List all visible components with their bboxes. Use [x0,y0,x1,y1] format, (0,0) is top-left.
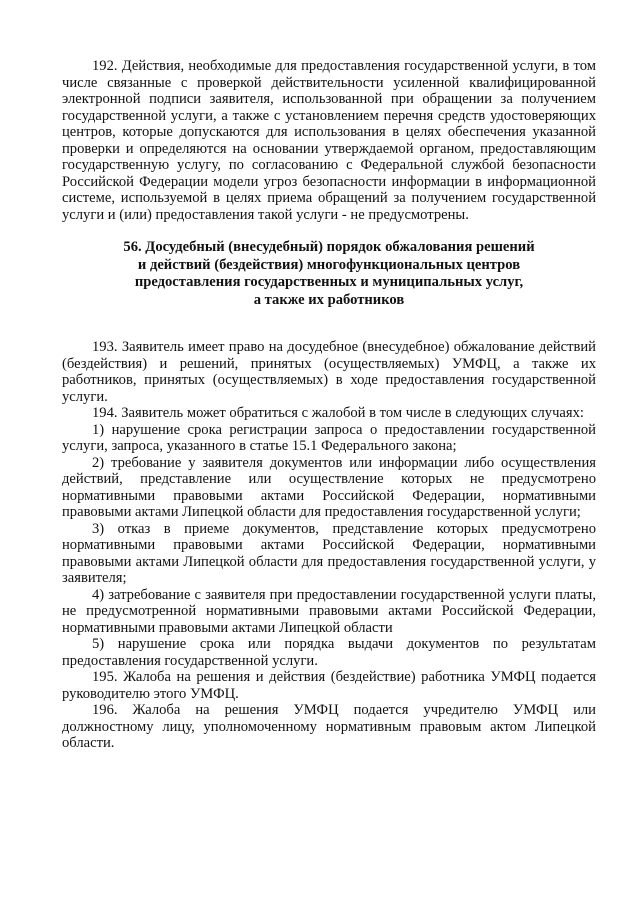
list-item-3: 3) отказ в приеме документов, представление которых предусмотрено нормативными правовыми актами Российской Федерации, нормативными правовыми актами Липецкой области для предоставления государственной услуги, у заявителя; [62,520,596,586]
list-item-2: 2) требование у заявителя документов или информации либо осуществления действий, представление или осуществление которых не предусмотрено нормативными правовыми актами Российской Федерации, нормативными правовыми актами Липецкой области для предоставления государственной услуги; [62,454,596,520]
list-item-4: 4) затребование с заявителя при предоставлении государственной услуги платы, не предусмотренной нормативными правовыми актами Российской Федерации, нормативными правовыми актами Липецкой области [62,586,596,636]
paragraph-196: 196. Жалоба на решения УМФЦ подается учредителю УМФЦ или должностному лицу, уполномоченному нормативным правовым актом Липецкой области. [62,702,596,751]
heading-line-2: и действий (бездействия) многофункциональных центров [137,256,521,273]
list-item-1: 1) нарушение срока регистрации запроса о предоставлении государственной услуги, запроса, указанного в статье 15.1 Федерального закона; [62,421,596,454]
heading-line-4: а также их работников [253,291,405,308]
paragraph-193: 193. Заявитель имеет право на досудебное (внесудебное) обжалование действий (бездействия) и решений, принятых (осуществляемых) УМФЦ, а также их работников, принятых (осуществляемых) в ходе предоставления государственной услуги. [62,339,596,405]
section-heading-56 [62,239,596,309]
document-page [62,58,596,752]
heading-line-1: 56. Досудебный (внесудебный) порядок обжалования решений [123,239,535,255]
list-item-5: 5) нарушение срока или порядка выдачи документов по результатам предоставления государственной услуги. [62,636,596,669]
heading-line-3: предоставления государственных и муниципальных услуг, [134,274,524,290]
paragraph-192: 192. Действия, необходимые для предоставления государственной услуги, в том числе связанные с проверкой действительности усиленной квалифицированной электронной подписи заявителя, использованной при обращении за получением государственной услуги, а также с установлением перечня средств удостоверяющих центров, которые допускаются для использования в целях обеспечения указанной проверки и определяются на основании утверждаемой органом, предоставляющим государственную услугу, по согласованию с Федеральной службой безопасности Российской Федерации модели угроз безопасности информации в информационной системе, используемой в целях приема обращений за получением государственной услуги и (или) предоставления такой услуги - не предусмотрены. [62,58,596,223]
paragraph-195: 195. Жалоба на решения и действия (бездействие) работника УМФЦ подается руководителю этого УМФЦ. [62,669,596,702]
paragraph-194: 194. Заявитель может обратиться с жалобой в том числе в следующих случаях: [92,405,584,421]
